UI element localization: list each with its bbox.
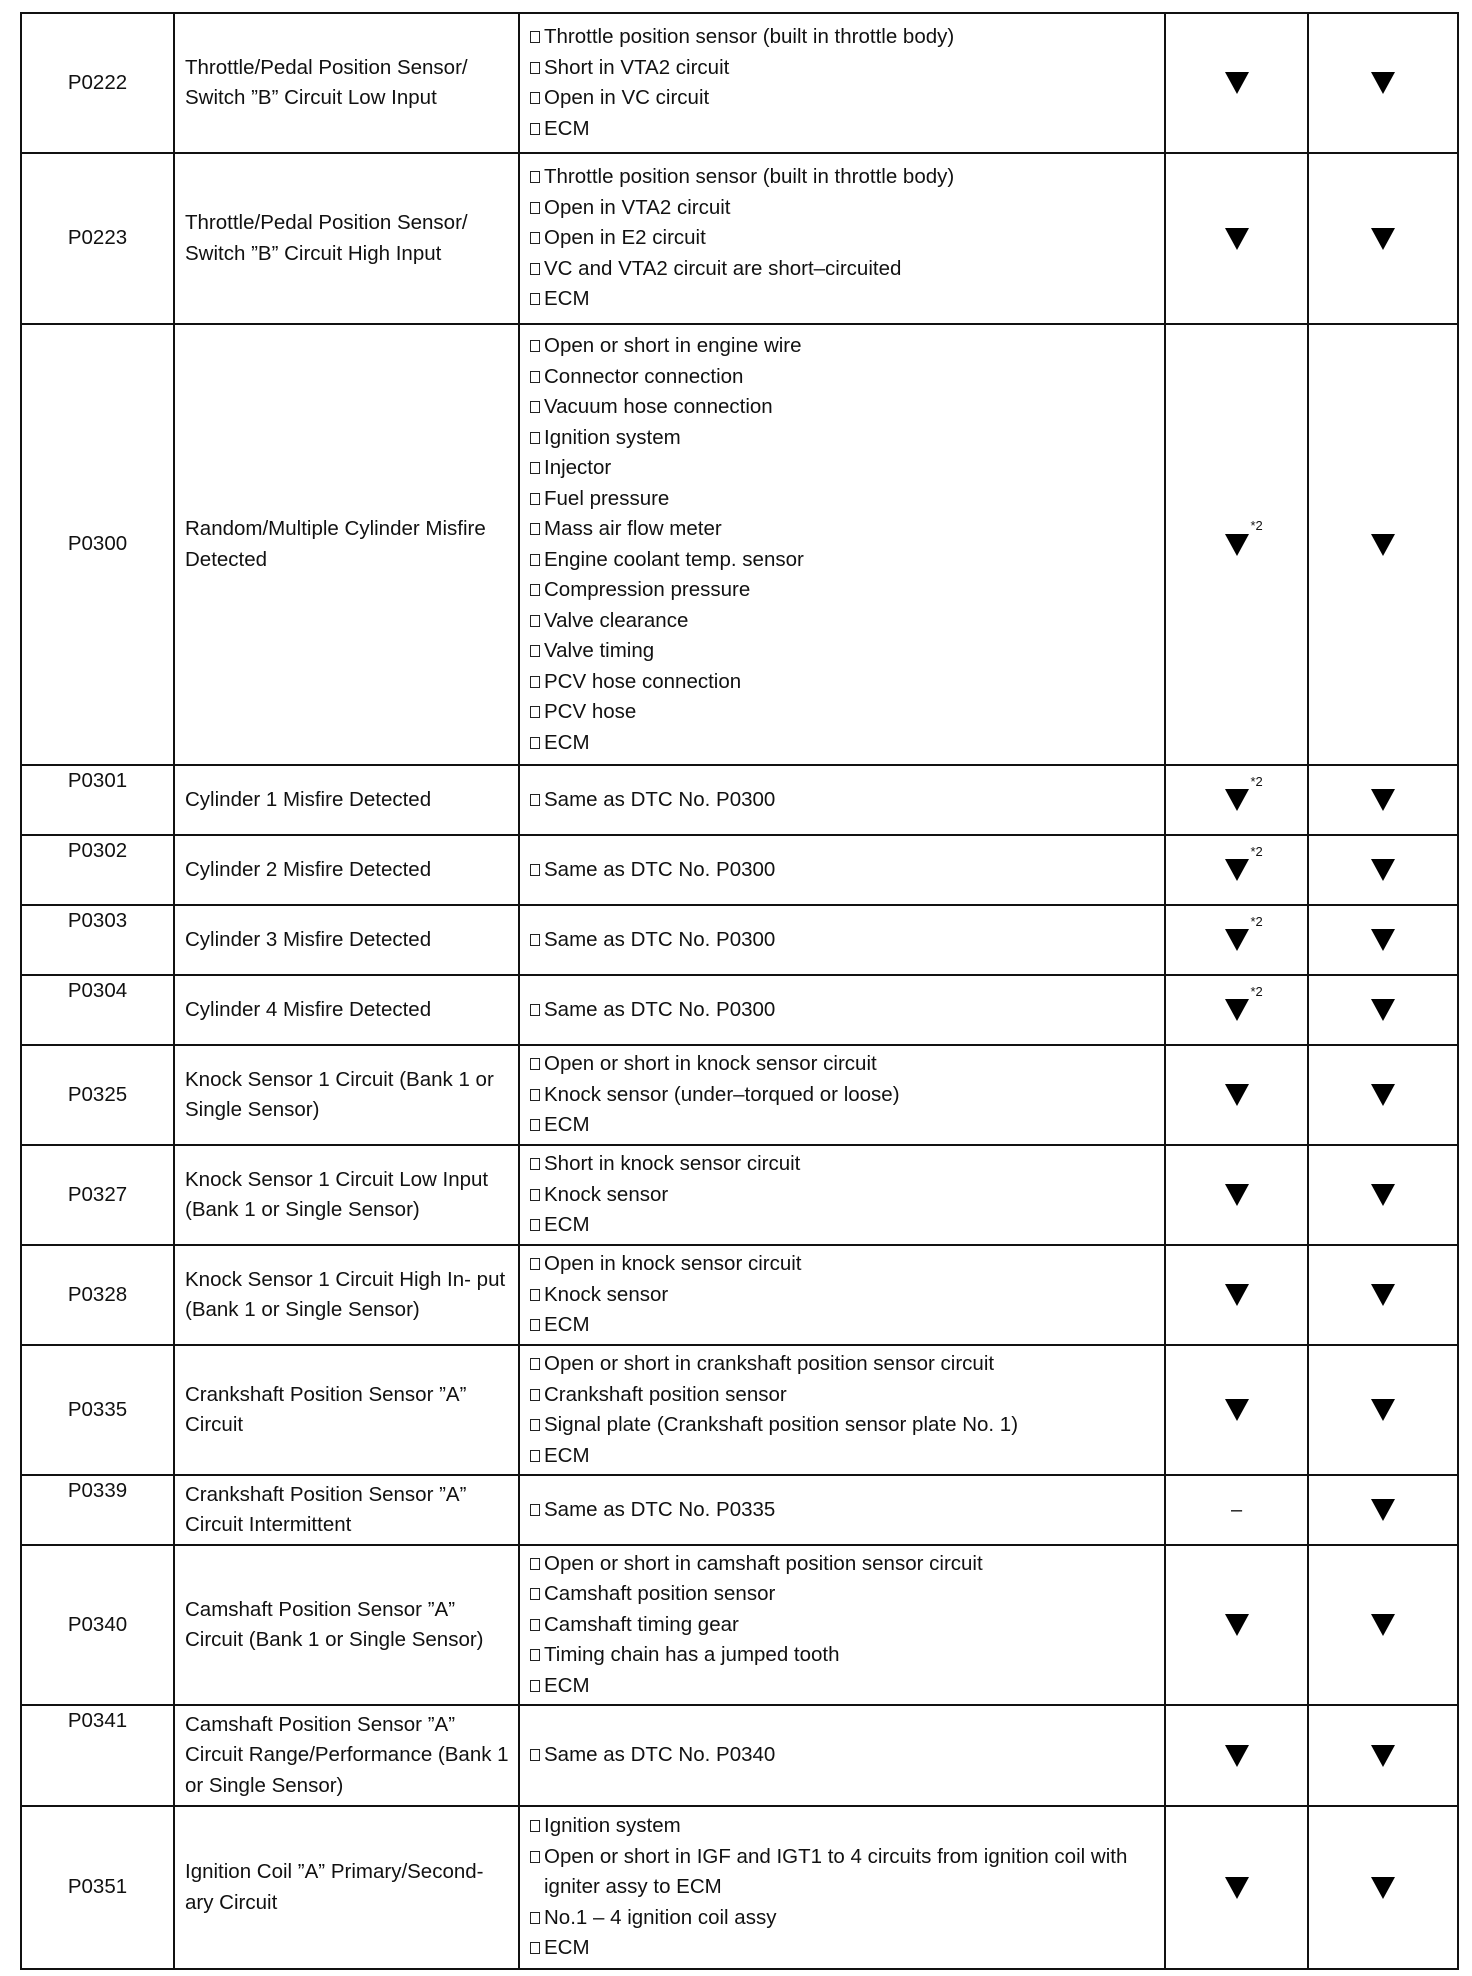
detection-item: Knock Sensor 1 Circuit High In- put (Bank 1 or Single Sensor) <box>174 1245 519 1345</box>
dtc-code-cell <box>21 13 174 153</box>
triangle-down-icon <box>1225 1284 1249 1306</box>
memory-cell <box>1308 324 1458 765</box>
triangle-down-icon <box>1371 1745 1395 1767</box>
trouble-area-item: Timing chain has a jumped tooth <box>530 1640 1156 1671</box>
detection-item: Cylinder 3 Misfire Detected <box>174 905 519 975</box>
trouble-area-item: Camshaft position sensor <box>530 1579 1156 1610</box>
trouble-area-list <box>530 993 1156 1028</box>
trouble-area-cell <box>519 765 1165 835</box>
triangle-down-icon <box>1225 1745 1249 1767</box>
triangle-down-icon <box>1225 534 1249 556</box>
mil-indicator <box>1225 1395 1249 1426</box>
dtc-code-cell <box>21 1045 174 1145</box>
triangle-down-icon <box>1225 789 1249 811</box>
trouble-area-cell <box>519 1806 1165 1969</box>
dtc-code: P0223 <box>67 226 128 250</box>
table-row <box>21 1475 1458 1545</box>
mil-indicator <box>1225 913 1263 956</box>
triangle-down-icon <box>1225 999 1249 1021</box>
memory-cell <box>1308 1345 1458 1475</box>
trouble-area-list <box>530 1047 1156 1143</box>
detection-item: Ignition Coil ”A” Primary/Second- ary Circuit <box>174 1806 519 1969</box>
trouble-area-list <box>530 1547 1156 1704</box>
trouble-area-item: No.1 – 4 ignition coil assy <box>530 1903 1156 1934</box>
table-row <box>21 1345 1458 1475</box>
mil-cell <box>1165 975 1308 1045</box>
mil-indicator <box>1225 1080 1249 1111</box>
mil-indicator <box>1225 1872 1249 1903</box>
trouble-area-item: Mass air flow meter <box>530 514 1156 545</box>
detection-item: Crankshaft Position Sensor ”A” Circuit Intermittent <box>174 1475 519 1545</box>
trouble-area-item: Connector connection <box>530 362 1156 393</box>
memory-cell <box>1308 1045 1458 1145</box>
trouble-area-item: Knock sensor <box>530 1280 1156 1311</box>
trouble-area-list <box>530 1809 1156 1966</box>
trouble-area-item: ECM <box>530 1210 1156 1241</box>
triangle-down-icon <box>1225 228 1249 250</box>
trouble-area-list <box>530 923 1156 958</box>
detection-item: Camshaft Position Sensor ”A” Circuit Range/Performance (Bank 1 or Single Sensor) <box>174 1705 519 1806</box>
dtc-code-cell <box>21 1145 174 1245</box>
trouble-area-item: Same as DTC No. P0300 <box>530 925 1156 956</box>
trouble-area-list <box>530 1147 1156 1243</box>
mil-indicator <box>1225 983 1263 1026</box>
triangle-down-icon <box>1225 929 1249 951</box>
dtc-code-cell <box>21 1345 174 1475</box>
dtc-code-cell <box>21 153 174 324</box>
trouble-area-list <box>530 783 1156 818</box>
trouble-area-item: ECM <box>530 1310 1156 1341</box>
trouble-area-item: ECM <box>530 1933 1156 1964</box>
trouble-area-item: Throttle position sensor (built in throttle body) <box>530 22 1156 53</box>
mil-cell <box>1165 1345 1308 1475</box>
table-row <box>21 324 1458 765</box>
table-row <box>21 1545 1458 1705</box>
triangle-down-icon <box>1371 1877 1395 1899</box>
dtc-table <box>20 12 1459 1970</box>
dtc-code: P0302 <box>67 839 128 862</box>
memory-cell <box>1308 153 1458 324</box>
memory-cell <box>1308 1705 1458 1806</box>
mil-cell <box>1165 1045 1308 1145</box>
mil-cell <box>1165 1806 1308 1969</box>
trouble-area-list <box>530 1493 1156 1528</box>
dtc-code-cell <box>21 1475 174 1545</box>
dtc-code-cell <box>21 765 174 835</box>
trouble-area-item: ECM <box>530 284 1156 315</box>
memory-cell <box>1308 765 1458 835</box>
table-row <box>21 153 1458 324</box>
mil-indicator <box>1225 843 1263 886</box>
trouble-area-item: Short in knock sensor circuit <box>530 1149 1156 1180</box>
dtc-code: P0335 <box>67 1397 128 1421</box>
table-row <box>21 765 1458 835</box>
trouble-area-item: Open in VC circuit <box>530 83 1156 114</box>
trouble-area-list <box>530 1347 1156 1473</box>
mil-indicator <box>1225 1610 1249 1641</box>
detection-item: Knock Sensor 1 Circuit (Bank 1 or Single Sensor) <box>174 1045 519 1145</box>
dtc-code: P0304 <box>67 979 128 1002</box>
trouble-area-item: Open in knock sensor circuit <box>530 1249 1156 1280</box>
trouble-area-item: Fuel pressure <box>530 484 1156 515</box>
memory-cell <box>1308 1145 1458 1245</box>
mil-indicator <box>1225 518 1263 560</box>
table-row <box>21 1245 1458 1345</box>
trouble-area-item: Ignition system <box>530 1811 1156 1842</box>
mil-cell <box>1165 905 1308 975</box>
mil-cell <box>1165 1545 1308 1705</box>
detection-item: Camshaft Position Sensor ”A” Circuit (Bank 1 or Single Sensor) <box>174 1545 519 1705</box>
trouble-area-item: ECM <box>530 114 1156 145</box>
triangle-down-icon <box>1371 789 1395 811</box>
triangle-down-icon <box>1371 1284 1395 1306</box>
triangle-down-icon <box>1371 1084 1395 1106</box>
trouble-area-item: ECM <box>530 1671 1156 1702</box>
detection-item: Knock Sensor 1 Circuit Low Input (Bank 1 or Single Sensor) <box>174 1145 519 1245</box>
trouble-area-item: Same as DTC No. P0300 <box>530 785 1156 816</box>
triangle-down-icon <box>1225 1184 1249 1206</box>
triangle-down-icon <box>1225 1399 1249 1421</box>
table-row <box>21 905 1458 975</box>
trouble-area-item: Short in VTA2 circuit <box>530 53 1156 84</box>
mil-cell <box>1165 1145 1308 1245</box>
trouble-area-item: Open or short in crankshaft position sensor circuit <box>530 1349 1156 1380</box>
mil-indicator <box>1225 1180 1249 1211</box>
memory-cell <box>1308 975 1458 1045</box>
triangle-down-icon <box>1225 859 1249 881</box>
trouble-area-item: Same as DTC No. P0300 <box>530 995 1156 1026</box>
trouble-area-item: PCV hose <box>530 697 1156 728</box>
dtc-code: P0340 <box>67 1612 128 1636</box>
mil-cell <box>1165 153 1308 324</box>
triangle-down-icon <box>1225 1614 1249 1636</box>
mil-indicator <box>1225 773 1263 816</box>
trouble-area-item: Open or short in IGF and IGT1 to 4 circuits from ignition coil with igniter assy to ECM <box>530 1842 1156 1903</box>
memory-cell <box>1308 905 1458 975</box>
triangle-down-icon <box>1371 859 1395 881</box>
triangle-down-icon <box>1371 929 1395 951</box>
dtc-table-body <box>21 13 1458 1969</box>
trouble-area-item: ECM <box>530 1441 1156 1472</box>
dtc-code-cell <box>21 1705 174 1806</box>
mil-cell <box>1165 13 1308 153</box>
dtc-code: P0325 <box>67 1082 128 1106</box>
table-row <box>21 1045 1458 1145</box>
mil-dash: – <box>1230 1498 1243 1521</box>
mil-indicator <box>1225 223 1249 254</box>
trouble-area-item: Vacuum hose connection <box>530 392 1156 423</box>
mil-cell <box>1165 324 1308 765</box>
mil-indicator <box>1231 1495 1242 1526</box>
trouble-area-cell <box>519 905 1165 975</box>
trouble-area-item: ECM <box>530 1110 1156 1141</box>
dtc-code-cell <box>21 905 174 975</box>
mil-note: *2 <box>1250 773 1263 789</box>
trouble-area-cell <box>519 13 1165 153</box>
trouble-area-item: Open or short in knock sensor circuit <box>530 1049 1156 1080</box>
trouble-area-cell <box>519 1145 1165 1245</box>
dtc-code-cell <box>21 324 174 765</box>
detection-item: Cylinder 1 Misfire Detected <box>174 765 519 835</box>
triangle-down-icon <box>1371 1499 1395 1521</box>
mil-cell <box>1165 1245 1308 1345</box>
trouble-area-item: Signal plate (Crankshaft position sensor plate No. 1) <box>530 1410 1156 1441</box>
trouble-area-list <box>530 160 1156 317</box>
mil-note: *2 <box>1250 983 1263 999</box>
triangle-down-icon <box>1371 1399 1395 1421</box>
trouble-area-list <box>530 329 1156 760</box>
dtc-code-cell <box>21 1545 174 1705</box>
memory-cell <box>1308 1245 1458 1345</box>
dtc-code: P0327 <box>67 1182 128 1206</box>
detection-item: Random/Multiple Cylinder Misfire Detected <box>174 324 519 765</box>
detection-item: Throttle/Pedal Position Sensor/ Switch ”B” Circuit High Input <box>174 153 519 324</box>
trouble-area-item: Open or short in camshaft position sensor circuit <box>530 1549 1156 1580</box>
table-row <box>21 1145 1458 1245</box>
trouble-area-item: Throttle position sensor (built in throttle body) <box>530 162 1156 193</box>
triangle-down-icon <box>1225 1877 1249 1899</box>
trouble-area-item: Crankshaft position sensor <box>530 1380 1156 1411</box>
triangle-down-icon <box>1371 1184 1395 1206</box>
mil-note: *2 <box>1250 518 1263 534</box>
triangle-down-icon <box>1371 228 1395 250</box>
dtc-code: P0222 <box>67 70 128 94</box>
trouble-area-cell <box>519 835 1165 905</box>
trouble-area-cell <box>519 975 1165 1045</box>
mil-cell <box>1165 835 1308 905</box>
dtc-code: P0328 <box>67 1282 128 1306</box>
dtc-code-cell <box>21 835 174 905</box>
trouble-area-item: Engine coolant temp. sensor <box>530 545 1156 576</box>
trouble-area-list <box>530 1738 1156 1773</box>
memory-cell <box>1308 1806 1458 1969</box>
table-row <box>21 13 1458 153</box>
mil-indicator <box>1225 68 1249 99</box>
trouble-area-item: Open in E2 circuit <box>530 223 1156 254</box>
memory-cell <box>1308 1545 1458 1705</box>
dtc-code-cell <box>21 1245 174 1345</box>
dtc-code: P0300 <box>67 532 128 556</box>
mil-cell <box>1165 1705 1308 1806</box>
trouble-area-list <box>530 20 1156 146</box>
mil-note: *2 <box>1250 843 1263 859</box>
trouble-area-item: Open or short in engine wire <box>530 331 1156 362</box>
detection-item: Throttle/Pedal Position Sensor/ Switch ”B” Circuit Low Input <box>174 13 519 153</box>
triangle-down-icon <box>1371 1614 1395 1636</box>
table-row <box>21 835 1458 905</box>
trouble-area-item: PCV hose connection <box>530 667 1156 698</box>
detection-item: Cylinder 2 Misfire Detected <box>174 835 519 905</box>
memory-cell <box>1308 13 1458 153</box>
trouble-area-list <box>530 1247 1156 1343</box>
triangle-down-icon <box>1371 72 1395 94</box>
trouble-area-item: Same as DTC No. P0300 <box>530 855 1156 886</box>
trouble-area-cell <box>519 1705 1165 1806</box>
detection-item: Crankshaft Position Sensor ”A” Circuit <box>174 1345 519 1475</box>
trouble-area-item: ECM <box>530 728 1156 759</box>
trouble-area-item: Same as DTC No. P0335 <box>530 1495 1156 1526</box>
trouble-area-item: VC and VTA2 circuit are short–circuited <box>530 254 1156 285</box>
trouble-area-item: Ignition system <box>530 423 1156 454</box>
trouble-area-cell <box>519 324 1165 765</box>
table-row <box>21 975 1458 1045</box>
memory-cell <box>1308 1475 1458 1545</box>
trouble-area-cell <box>519 153 1165 324</box>
trouble-area-cell <box>519 1045 1165 1145</box>
trouble-area-cell <box>519 1545 1165 1705</box>
trouble-area-cell <box>519 1345 1165 1475</box>
triangle-down-icon <box>1371 534 1395 556</box>
triangle-down-icon <box>1371 999 1395 1021</box>
mil-cell <box>1165 1475 1308 1545</box>
trouble-area-item: Valve timing <box>530 636 1156 667</box>
dtc-code: P0339 <box>67 1479 128 1502</box>
dtc-code-cell <box>21 1806 174 1969</box>
trouble-area-list <box>530 853 1156 888</box>
dtc-code-cell <box>21 975 174 1045</box>
mil-cell <box>1165 765 1308 835</box>
trouble-area-item: Compression pressure <box>530 575 1156 606</box>
trouble-area-item: Knock sensor <box>530 1180 1156 1211</box>
trouble-area-item: Injector <box>530 453 1156 484</box>
trouble-area-cell <box>519 1245 1165 1345</box>
dtc-code: P0341 <box>67 1709 128 1732</box>
table-row <box>21 1806 1458 1969</box>
triangle-down-icon <box>1225 72 1249 94</box>
trouble-area-item: Open in VTA2 circuit <box>530 193 1156 224</box>
detection-item: Cylinder 4 Misfire Detected <box>174 975 519 1045</box>
dtc-code: P0303 <box>67 909 128 932</box>
triangle-down-icon <box>1225 1084 1249 1106</box>
dtc-code: P0301 <box>67 769 128 792</box>
trouble-area-item: Camshaft timing gear <box>530 1610 1156 1641</box>
trouble-area-item: Knock sensor (under–torqued or loose) <box>530 1080 1156 1111</box>
mil-note: *2 <box>1250 913 1263 929</box>
trouble-area-cell <box>519 1475 1165 1545</box>
trouble-area-item: Same as DTC No. P0340 <box>530 1740 1156 1771</box>
table-row <box>21 1705 1458 1806</box>
mil-indicator <box>1225 1280 1249 1311</box>
trouble-area-item: Valve clearance <box>530 606 1156 637</box>
memory-cell <box>1308 835 1458 905</box>
dtc-code: P0351 <box>67 1875 128 1899</box>
mil-indicator <box>1225 1740 1249 1771</box>
